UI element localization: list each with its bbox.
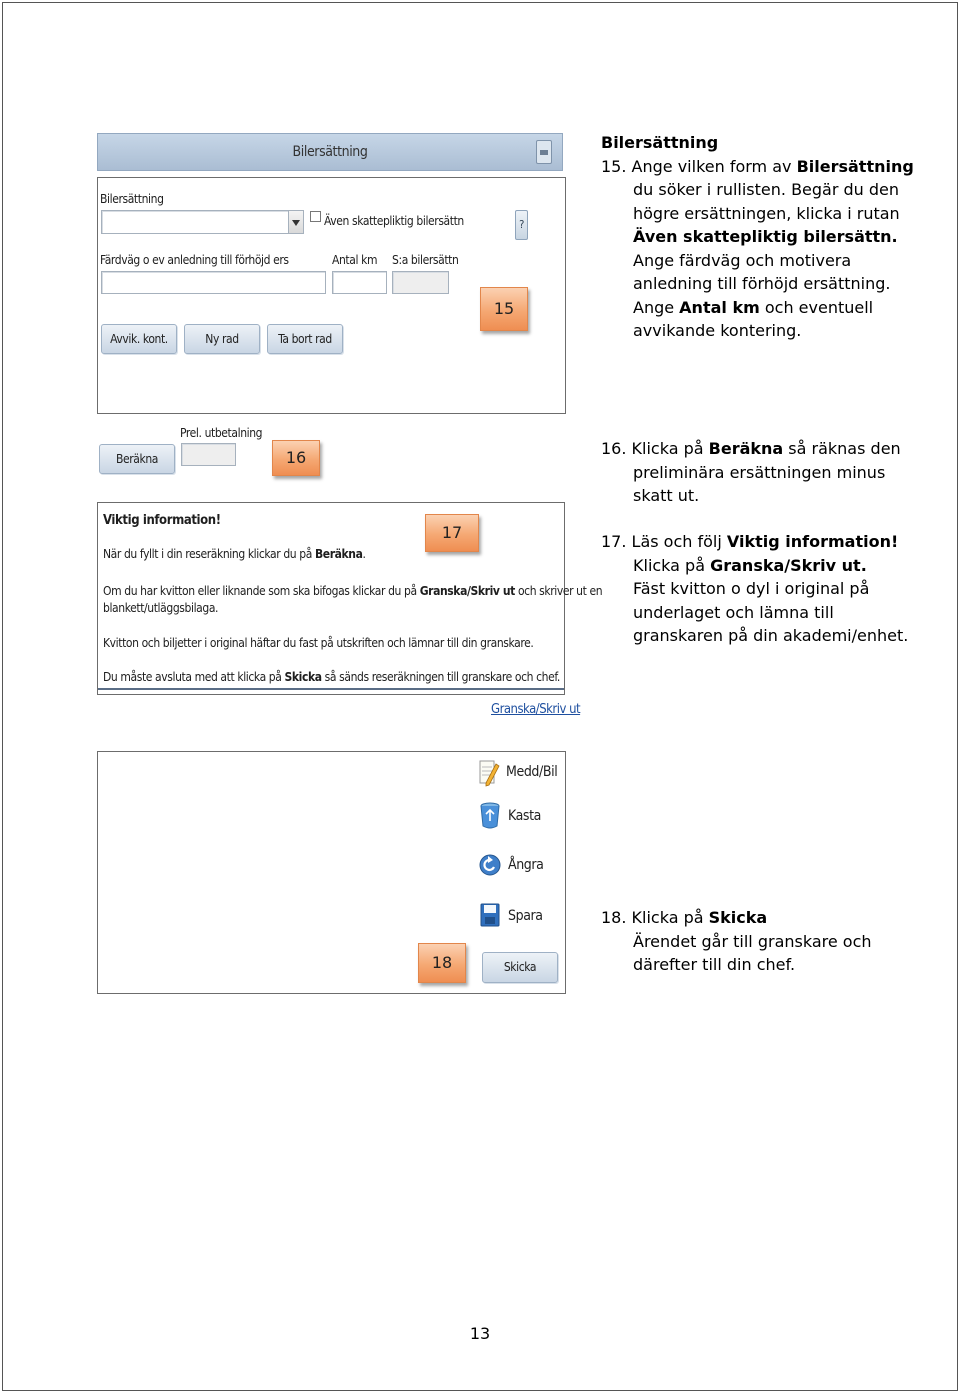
callout-16: 16 <box>272 440 320 476</box>
window-title: Bilersättning <box>292 144 368 160</box>
step18-line3: därefter till din chef. <box>633 955 796 974</box>
step17-line3: Fäst kvitton o dyl i original på <box>633 579 870 598</box>
step15-line6: anledning till förhöjd ersättning. <box>633 274 891 293</box>
info-paragraph-1: När du fyllt i din reseräkning klickar du på Beräkna. <box>103 547 366 561</box>
skattepliktig-checkbox[interactable] <box>310 211 321 222</box>
info-paragraph-4: Du måste avsluta med att klicka på Skicka så sänds reseräkningen till granskare och chef. <box>103 670 560 684</box>
step15-line4: Även skattepliktig bilersättn. <box>633 227 898 246</box>
callout-17: 17 <box>425 514 479 552</box>
viktig-information-box <box>97 502 603 695</box>
info-paragraph-2: Om du har kvitton eller liknande som ska bifogas klickar du på Granska/Skriv ut och skriver ut en blankett/utläggsbilaga. <box>103 584 603 615</box>
page-number: 13 <box>469 1324 491 1343</box>
granska-skriv-ut-link[interactable]: Granska/Skriv ut <box>491 702 581 717</box>
window-titlebar <box>97 133 563 171</box>
step17-line4: underlaget och lämna till <box>633 602 834 622</box>
undo-icon[interactable] <box>479 852 499 880</box>
step16-line1: 16. Klicka på Beräkna så räknas den <box>601 439 901 458</box>
kasta-label[interactable]: Kasta <box>508 808 541 824</box>
step15-line2: du söker i rullisten. Begär du den <box>633 180 900 199</box>
ta-bort-rad-button[interactable]: Ta bort rad <box>267 324 343 354</box>
chevron-down-icon[interactable] <box>288 211 303 233</box>
recycle-bin-icon[interactable] <box>479 800 499 828</box>
fardvag-label: Färdväg o ev anledning till förhöjd ers <box>100 253 289 267</box>
ny-rad-button[interactable]: Ny rad <box>184 324 260 354</box>
minimize-icon[interactable] <box>536 140 552 164</box>
avvik-kont-button[interactable]: Avvik. kont. <box>101 324 177 354</box>
info-heading: Viktig information! <box>103 513 221 528</box>
step16-line2: preliminära ersättningen minus <box>633 462 886 482</box>
callout-18: 18 <box>418 943 466 983</box>
spara-label[interactable]: Spara <box>508 908 543 924</box>
instruction-15 <box>601 131 914 343</box>
angra-label[interactable]: Ångra <box>508 857 544 873</box>
prel-utbetalning-field <box>181 443 236 466</box>
instruction-18 <box>601 906 872 977</box>
step15-line1: 15. Ange vilken form av Bilersättning <box>601 156 914 176</box>
skattepliktig-label: Även skattepliktig bilersättn <box>324 214 464 228</box>
medd-bil-label[interactable]: Medd/Bil <box>506 764 558 780</box>
prel-utbetalning-label: Prel. utbetalning <box>180 426 263 440</box>
antal-km-input[interactable] <box>332 271 387 294</box>
step15-line3: högre ersättningen, klicka i rutan <box>633 203 900 223</box>
fardvag-input[interactable] <box>101 271 326 294</box>
berakna-button[interactable]: Beräkna <box>99 444 175 474</box>
step15-line8: avvikande kontering. <box>633 321 802 340</box>
sa-bilersattn-field <box>392 271 449 294</box>
step17-line1: 17. Läs och följ Viktig information! <box>601 532 899 551</box>
info-divider <box>98 688 564 690</box>
step18-line1: 18. Klicka på Skicka <box>601 908 768 927</box>
notepad-pencil-icon[interactable] <box>478 758 498 786</box>
info-paragraph-3: Kvitton och biljetter i original häftar du fast på utskriften och lämnar till din granskare. <box>103 636 534 650</box>
bilersattning-select[interactable] <box>101 210 304 234</box>
step18-line2: Ärendet går till granskare och <box>633 931 872 951</box>
step17-line2: Klicka på Granska/Skriv ut. <box>633 555 867 575</box>
instruction-17 <box>601 530 908 648</box>
help-button[interactable]: ? <box>515 210 528 240</box>
save-disk-icon[interactable] <box>480 902 500 930</box>
antal-km-label: Antal km <box>332 253 378 267</box>
sa-bilersattn-label: S:a bilersättn <box>392 253 459 267</box>
skicka-button[interactable]: Skicka <box>482 952 558 983</box>
step15-line7: Ange Antal km och eventuell <box>633 297 874 317</box>
menu-panel <box>97 751 566 994</box>
bilersattning-label: Bilersättning <box>100 192 164 206</box>
step16-line3: skatt ut. <box>633 486 700 505</box>
callout-15: 15 <box>480 287 528 331</box>
step17-line5: granskaren på din akademi/enhet. <box>633 626 909 645</box>
instruction-16 <box>601 437 901 508</box>
step15-line5: Ange färdväg och motivera <box>633 250 852 270</box>
section-heading: Bilersättning <box>601 133 719 152</box>
